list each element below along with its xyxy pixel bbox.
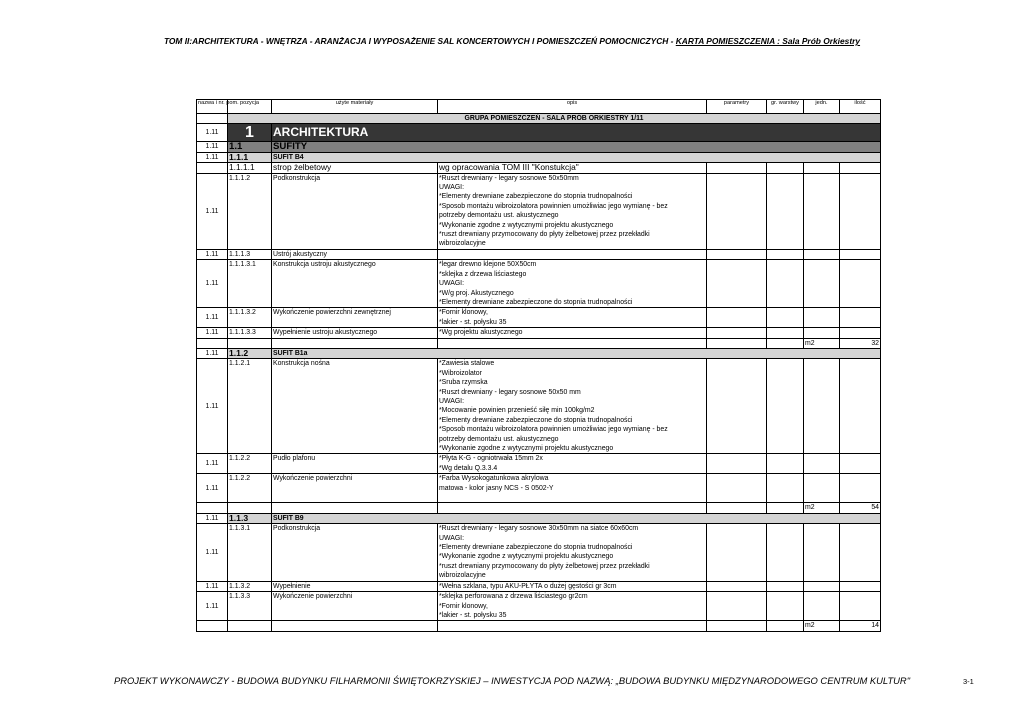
summary-row — [197, 503, 881, 513]
room-number: 1.11 — [197, 359, 228, 454]
empty-cell — [197, 503, 228, 513]
description-cell — [438, 173, 707, 249]
unit-cell — [804, 173, 840, 249]
column-header-materials: użyte materiały — [272, 100, 438, 114]
summary-row — [197, 338, 881, 348]
position-code: 1.1.2.2 — [228, 474, 272, 503]
position-code: 1.1.1.3.1 — [228, 260, 272, 308]
description-line: *Wg projektu akustycznego — [439, 329, 523, 337]
description-line: *Wykonanie zgodne z wytycznymi projektu akustycznego — [439, 553, 614, 561]
description-line: *Sposob montażu wibroizolatora powinnien umożliwiac jego wymianę - bez — [439, 426, 668, 434]
material-name: Wykończenie powierzchni — [272, 592, 438, 621]
table-row — [197, 474, 881, 503]
description-line: potrzeby demontażu ust. akustycznego — [439, 435, 559, 443]
parameters-cell — [707, 524, 767, 581]
unit-cell — [804, 581, 840, 591]
room-number: 1.11 — [197, 592, 228, 621]
summary-unit: m2 — [804, 503, 840, 513]
empty-cell — [767, 338, 804, 348]
layer-thickness-cell — [767, 359, 804, 454]
subsection-title: SUFIT B1a — [272, 348, 881, 358]
position-code: 1.1.1.1 — [228, 163, 272, 173]
description-line: *Elementy drewniane zabezpieczone do stopnia trudnopalności — [439, 298, 633, 306]
room-number: 1.11 — [197, 142, 228, 152]
room-number: 1.11 — [197, 581, 228, 591]
subsection-title: SUFIT B4 — [272, 152, 881, 162]
unit-cell — [804, 474, 840, 503]
column-header-description: opis — [438, 100, 707, 114]
material-name: Wypełnienie — [272, 581, 438, 591]
material-name: Podkonstrukcja — [272, 524, 438, 581]
layer-thickness-cell — [767, 308, 804, 328]
parameters-cell — [707, 308, 767, 328]
description-line: wibroizolacyjne — [439, 572, 486, 580]
description-line: *Fornir klonowy, — [439, 602, 488, 610]
room-specification-table — [196, 99, 881, 632]
table-row — [197, 581, 881, 591]
parameters-cell — [707, 454, 767, 474]
description-line: *Elementy drewniane zabezpieczone do stopnia trudnopalności — [439, 544, 633, 552]
room-number: 1.11 — [197, 124, 228, 142]
subsection-row — [197, 348, 881, 358]
empty-cell — [767, 503, 804, 513]
unit-cell — [804, 163, 840, 173]
table-row — [197, 359, 881, 454]
empty-cell — [438, 503, 707, 513]
quantity-cell — [840, 454, 881, 474]
position-code: 1.1.1.3 — [228, 249, 272, 259]
room-number: 1.11 — [197, 328, 228, 338]
summary-quantity: 32 — [840, 338, 881, 348]
unit-cell — [804, 454, 840, 474]
room-number: 1.11 — [197, 249, 228, 259]
material-name: Pudło plafonu — [272, 454, 438, 474]
description-cell — [438, 260, 707, 308]
description-line: *Sposob montażu wibroizolatora powinnien umożliwiac jego wymianę - bez — [439, 202, 668, 210]
description-line: *lakier - st. połysku 35 — [439, 611, 507, 619]
material-name: strop żelbetowy — [272, 163, 438, 173]
description-line: *Fornir klonowy, — [439, 309, 488, 317]
description-line: UWAGI: — [439, 534, 465, 542]
parameters-cell — [707, 328, 767, 338]
empty-cell — [228, 621, 272, 631]
quantity-cell — [840, 524, 881, 581]
unit-cell — [804, 359, 840, 454]
subsection-number: 1.1.3 — [228, 513, 272, 523]
description-cell — [438, 249, 707, 259]
description-line: *Wykonanie zgodne z wytycznymi projektu akustycznego — [439, 221, 614, 229]
parameters-cell — [707, 249, 767, 259]
table-row — [197, 249, 881, 259]
subsection-number: 1.1.1 — [228, 152, 272, 162]
position-code: 1.1.2.2 — [228, 454, 272, 474]
subsection-number: 1.1.2 — [228, 348, 272, 358]
table-row — [197, 328, 881, 338]
layer-thickness-cell — [767, 249, 804, 259]
empty-cell — [438, 338, 707, 348]
layer-thickness-cell — [767, 592, 804, 621]
description-line: *Elementy drewniane zabezpieczone do stopnia trudnopalności — [439, 416, 633, 424]
quantity-cell — [840, 581, 881, 591]
room-number: 1.11 — [197, 152, 228, 162]
material-name: Wykończenie powierzchni zewnętrznej — [272, 308, 438, 328]
room-number: 1.11 — [197, 513, 228, 523]
subsection-title: SUFIT B9 — [272, 513, 881, 523]
table-row — [197, 454, 881, 474]
table-row — [197, 308, 881, 328]
position-code: 1.1.3.1 — [228, 524, 272, 581]
room-number: 1.11 — [197, 348, 228, 358]
parameters-cell — [707, 474, 767, 503]
position-code: 1.1.1.2 — [228, 173, 272, 249]
description-line: *Wibroizolator — [439, 369, 482, 377]
subsection-row — [197, 513, 881, 523]
parameters-cell — [707, 173, 767, 249]
description-line: UWAGI: — [439, 280, 465, 288]
summary-row — [197, 621, 881, 631]
description-line: *Ruszt drewniany - legary sosnowe 50x50mm — [439, 174, 579, 182]
position-code: 1.1.1.3.3 — [228, 328, 272, 338]
material-name: Konstrukcja nośna — [272, 359, 438, 454]
layer-thickness-cell — [767, 454, 804, 474]
unit-cell — [804, 249, 840, 259]
material-name: Ustrój akustyczny — [272, 249, 438, 259]
document-footer: PROJEKT WYKONAWCZY - BUDOWA BUDYNKU FILHARMONII ŚWIĘTOKRZYSKIEJ – INWESTYCJA POD NAZWĄ: „BUDOWA BUDYNKU MIĘDZYNARODOWEGO CENTRUM KULTUR" — [113, 675, 911, 686]
room-number — [197, 163, 228, 173]
description-cell — [438, 581, 707, 591]
layer-thickness-cell — [767, 163, 804, 173]
quantity-cell — [840, 328, 881, 338]
description-line: potrzeby demontażu ust. akustycznego — [439, 212, 559, 220]
parameters-cell — [707, 581, 767, 591]
description-line: *Farba Wysokogatunkowa akrylowa — [439, 475, 549, 483]
empty-cell — [228, 503, 272, 513]
room-number: 1.11 — [197, 308, 228, 328]
empty-cell — [707, 338, 767, 348]
unit-cell — [804, 524, 840, 581]
header-room-card-title: KARTA POMIESZCZENIA : Sala Prób Orkiestry — [675, 36, 861, 46]
position-code: 1.1.1.3.2 — [228, 308, 272, 328]
description-line: *Wg detalu Q.3.3.4 — [439, 464, 498, 472]
empty-cell — [272, 621, 438, 631]
empty-cell — [707, 503, 767, 513]
room-number: 1.11 — [197, 173, 228, 249]
material-name: Podkonstrukcja — [272, 173, 438, 249]
description-cell — [438, 592, 707, 621]
description-line: UWAGI: — [439, 397, 465, 405]
table-row — [197, 592, 881, 621]
quantity-cell — [840, 308, 881, 328]
description-line: *Mocowanie powinien przenieść siłę min 100kg/m2 — [439, 407, 595, 415]
description-line: wg opracowania TOM III "Konstukcja" — [439, 162, 579, 173]
empty-cell — [197, 338, 228, 348]
section-number: 1.1 — [228, 142, 272, 152]
description-line: *Sruba rzymska — [439, 379, 488, 387]
description-cell — [438, 328, 707, 338]
layer-thickness-cell — [767, 328, 804, 338]
description-line: *Płyta K-G - ogniotrwała 15mm 2x — [439, 455, 543, 463]
description-cell — [438, 308, 707, 328]
description-line: *ruszt drewniany przymocowany do płyty żelbetowej przez przekładki — [439, 231, 650, 239]
table-row — [197, 173, 881, 249]
summary-unit: m2 — [804, 338, 840, 348]
description-line: *legar drewno klejone 50X50cm — [439, 261, 537, 269]
quantity-cell — [840, 592, 881, 621]
material-name: Konstrukcja ustroju akustycznego — [272, 260, 438, 308]
description-line: matowa - kolor jasny NCS - S 0502-Y — [439, 484, 554, 492]
empty-cell — [272, 338, 438, 348]
description-cell — [438, 524, 707, 581]
unit-cell — [804, 592, 840, 621]
layer-thickness-cell — [767, 173, 804, 249]
main-section-number: 1 — [228, 124, 272, 142]
room-number: 1.11 — [197, 474, 228, 503]
section-title: SUFITY — [272, 142, 881, 152]
document-header — [0, 36, 1024, 46]
column-header-name: nazwa i nr. pom. — [197, 100, 228, 114]
parameters-cell — [707, 592, 767, 621]
table-row — [197, 163, 881, 173]
summary-unit: m2 — [804, 621, 840, 631]
room-number: 1.11 — [197, 524, 228, 581]
page-number: 3-1 — [963, 677, 974, 686]
description-line: *ruszt drewniany przymocowany do płyty żelbetowej przez przekładki — [439, 562, 650, 570]
room-number: 1.11 — [197, 260, 228, 308]
column-header-position: pozycja — [228, 100, 272, 114]
description-line: *Ruszt drewniany - legary sosnowe 50x50 mm — [439, 388, 581, 396]
group-title: GRUPA POMIESZCZEŃ - SALA PRÓB ORKIESTRY 1/11 — [228, 114, 881, 124]
material-name: Wypełnienie ustroju akustycznego — [272, 328, 438, 338]
position-code: 1.1.3.3 — [228, 592, 272, 621]
parameters-cell — [707, 260, 767, 308]
main-section-row — [197, 124, 881, 142]
unit-cell — [804, 328, 840, 338]
layer-thickness-cell — [767, 524, 804, 581]
column-header-parameters: parametry — [707, 100, 767, 114]
quantity-cell — [840, 249, 881, 259]
description-line: UWAGI: — [439, 184, 465, 192]
table-row — [197, 524, 881, 581]
description-line: *sklejka perforowana z drzewa liściastego gr2cm — [439, 593, 588, 601]
quantity-cell — [840, 173, 881, 249]
unit-cell — [804, 260, 840, 308]
group-spacer-cell — [197, 114, 228, 124]
empty-cell — [438, 621, 707, 631]
section-row — [197, 142, 881, 152]
layer-thickness-cell — [767, 474, 804, 503]
subsection-row — [197, 152, 881, 162]
empty-cell — [272, 503, 438, 513]
column-header-layer-thickness: gr. warstwy — [767, 100, 804, 114]
column-header-quantity: ilość — [840, 100, 881, 114]
summary-quantity: 54 — [840, 503, 881, 513]
quantity-cell — [840, 260, 881, 308]
position-code: 1.1.3.2 — [228, 581, 272, 591]
description-line: wibroizolacyjne — [439, 240, 486, 248]
description-line: *W/g proj. Akustycznego — [439, 289, 514, 297]
empty-cell — [767, 621, 804, 631]
description-cell — [438, 359, 707, 454]
column-header-unit: jedn. — [804, 100, 840, 114]
description-cell — [438, 454, 707, 474]
empty-cell — [228, 338, 272, 348]
parameters-cell — [707, 163, 767, 173]
layer-thickness-cell — [767, 581, 804, 591]
description-line: *Wełna szklana, typu AKU-PŁYTA o dużej gęstości gr 3cm — [439, 582, 617, 590]
description-line: *Elementy drewniane zabezpieczone do stopnia trudnopalności — [439, 193, 633, 201]
description-cell — [438, 474, 707, 503]
empty-cell — [707, 621, 767, 631]
unit-cell — [804, 308, 840, 328]
description-line: *Zawiesia stalowe — [439, 360, 495, 368]
group-title-row — [197, 114, 881, 124]
description-cell — [438, 163, 707, 173]
quantity-cell — [840, 163, 881, 173]
position-code: 1.1.2.1 — [228, 359, 272, 454]
description-line — [439, 493, 705, 502]
description-line: *Wykonanie zgodne z wytycznymi projektu akustycznego — [439, 445, 614, 452]
description-line: *lakier - st. połysku 35 — [439, 318, 507, 326]
header-title: TOM II:ARCHITEKTURA - WNĘTRZA - ARANŻACJA I WYPOSAŻENIE SAL KONCERTOWYCH I POMIESZCZEŃ POMOCNICZYCH - — [163, 36, 676, 46]
table-row — [197, 260, 881, 308]
room-number: 1.11 — [197, 454, 228, 474]
main-section-title: ARCHITEKTURA — [272, 124, 881, 142]
table-header-row — [197, 100, 881, 114]
layer-thickness-cell — [767, 260, 804, 308]
empty-cell — [197, 621, 228, 631]
description-line: *sklejka z drzewa liściastego — [439, 270, 527, 278]
quantity-cell — [840, 474, 881, 503]
description-line: *Ruszt drewniany - legary sosnowe 30x50mm na siatce 60x60cm — [439, 525, 639, 533]
parameters-cell — [707, 359, 767, 454]
material-name: Wykończenie powierzchni — [272, 474, 438, 503]
summary-quantity: 14 — [840, 621, 881, 631]
quantity-cell — [840, 359, 881, 454]
